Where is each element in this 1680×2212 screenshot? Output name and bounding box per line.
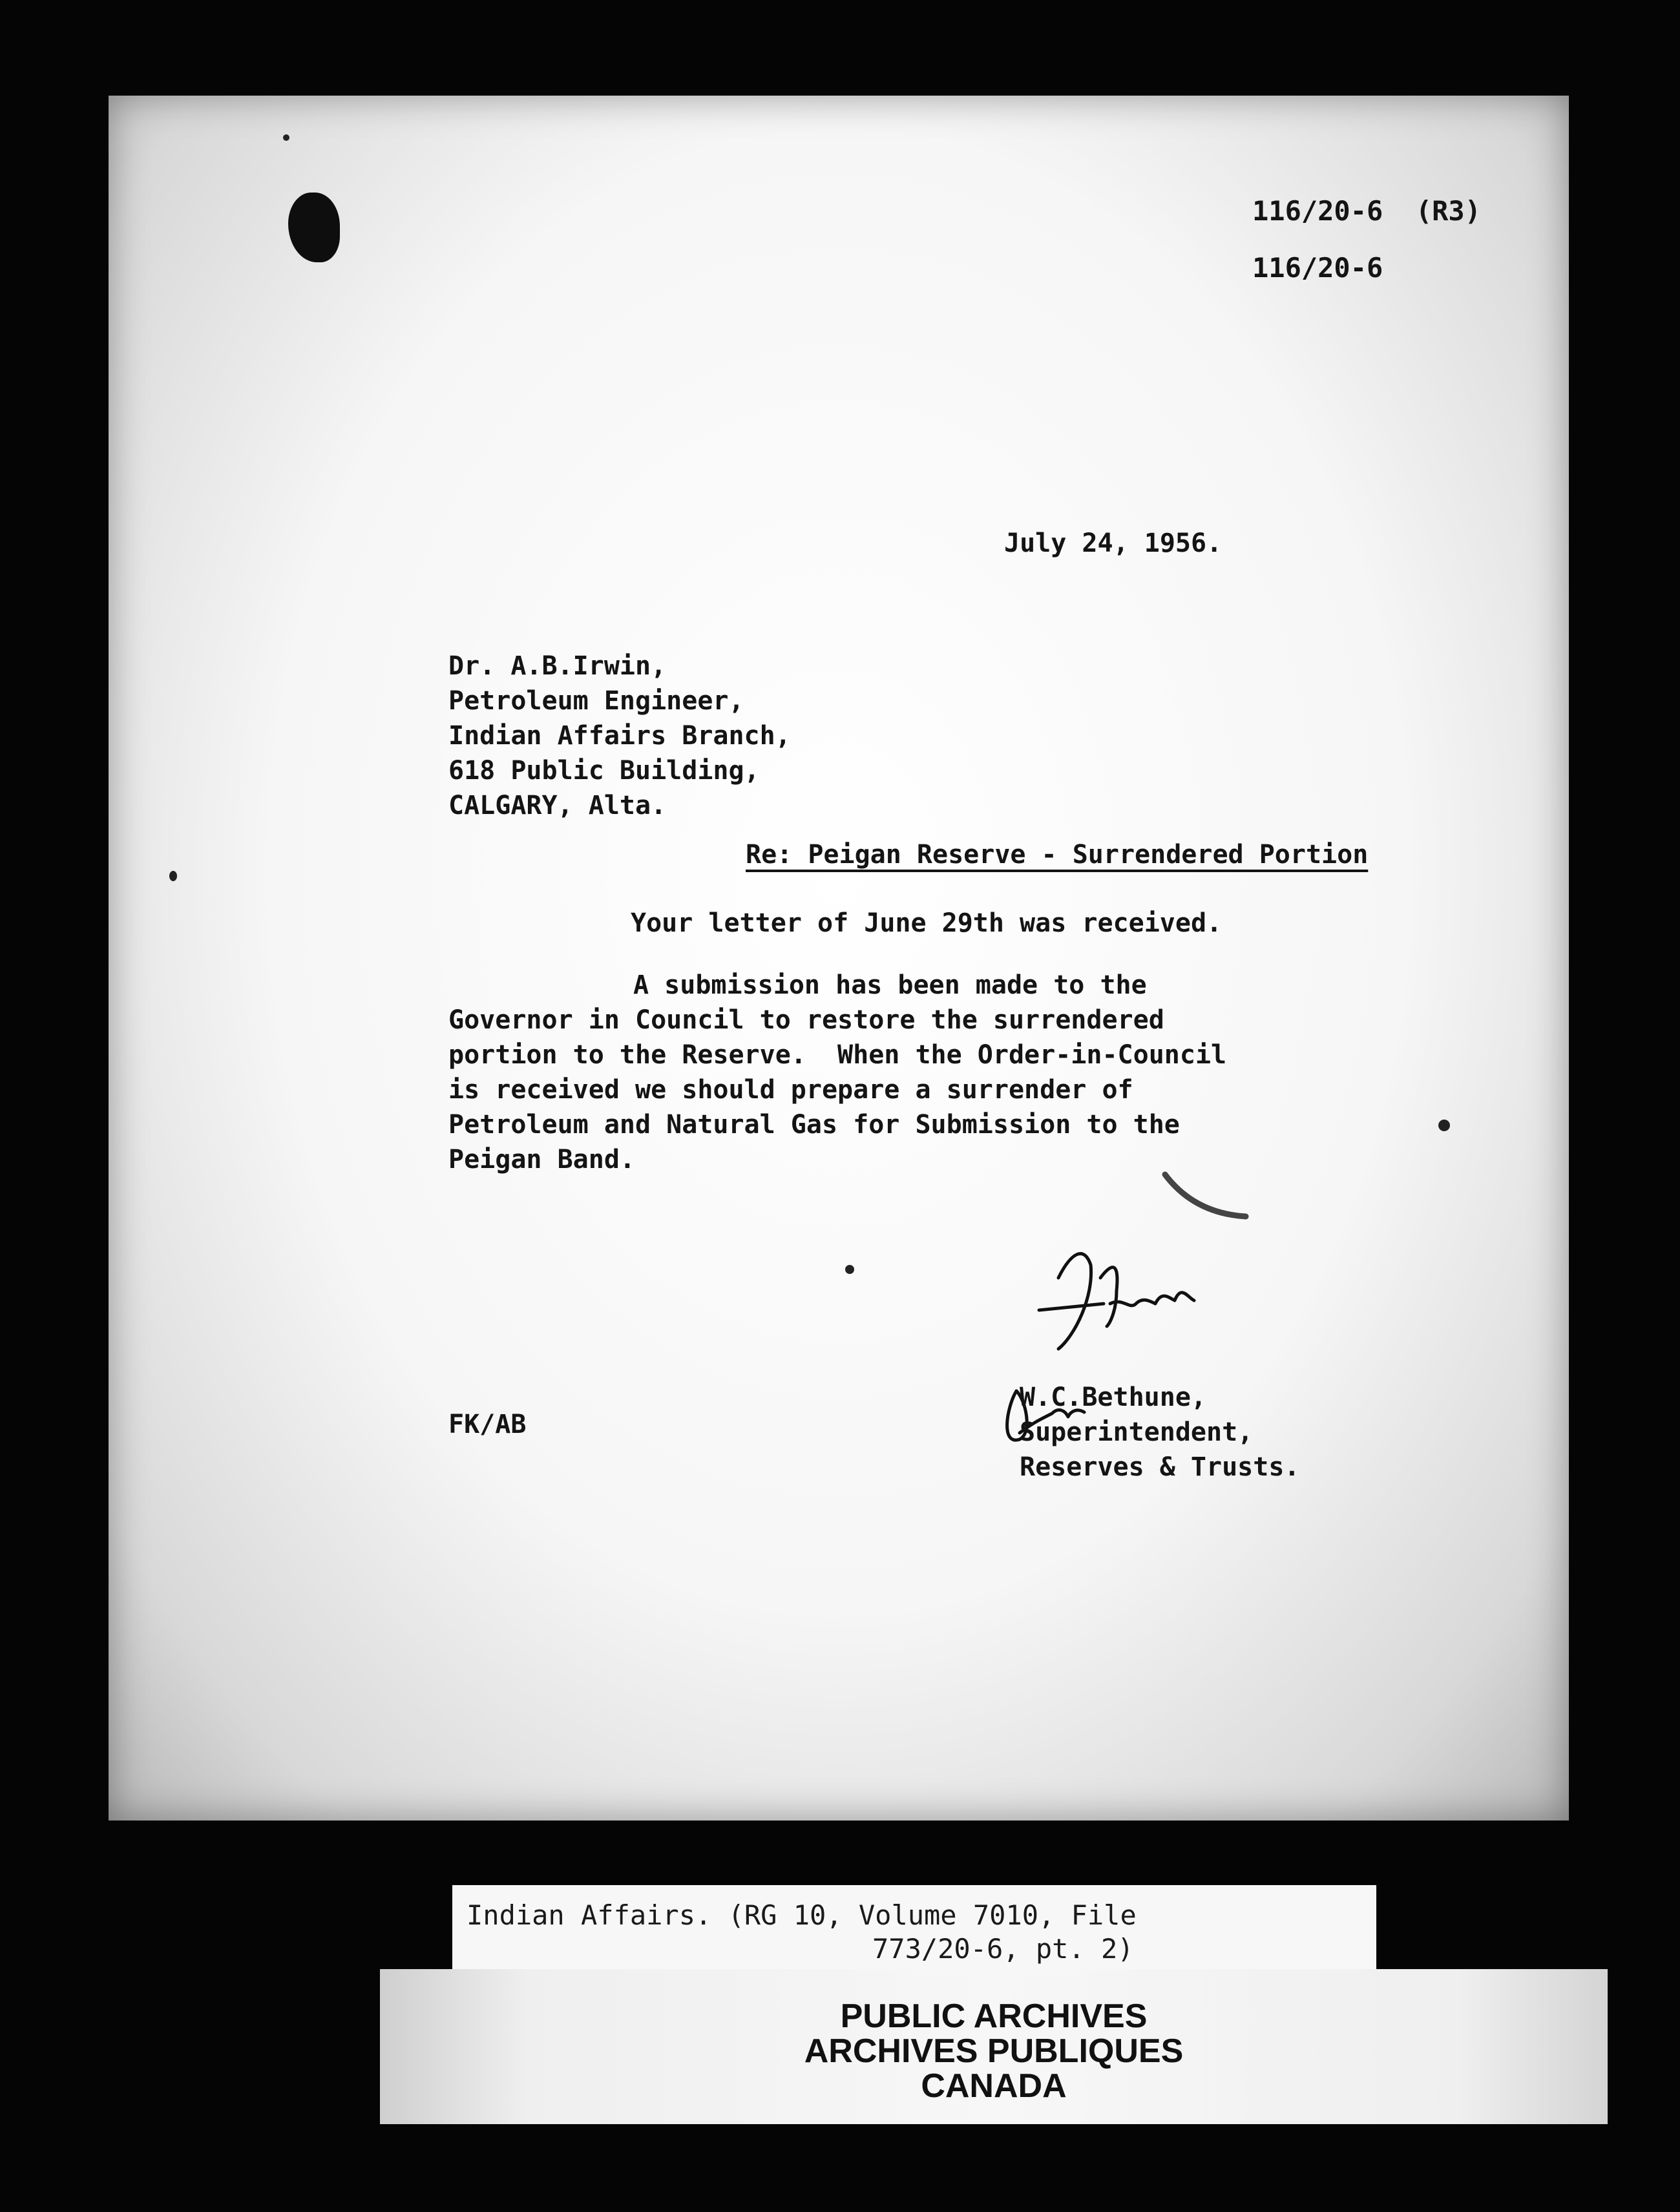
subject-line: Re: Peigan Reserve - Surrendered Portion [746,840,1369,870]
archive-reference-label [452,1885,1376,1976]
letter-date: July 24, 1956. [1004,528,1223,558]
speck [283,134,289,141]
body-paragraph-1: Your letter of June 29th was received. [631,908,1223,938]
reference-line-2: 116/20-6 [1252,252,1383,284]
reference-line-1: 116/20-6 (R3) [1252,195,1482,227]
letter-page [109,96,1569,1821]
addressee-line: CALGARY, Alta. [448,791,667,820]
typist-initials: FK/AB [448,1410,527,1439]
body-line: A submission has been made to the [633,970,1147,1000]
signature-line: W.C.Bethune, [1020,1382,1206,1412]
speck [845,1265,854,1274]
addressee-line: Dr. A.B.Irwin, [448,651,667,681]
ink-blot [288,193,340,262]
pencil-mark [1162,1168,1252,1233]
speck [169,871,177,881]
body-line: Petroleum and Natural Gas for Submission to the [448,1110,1180,1140]
archive-stamp [380,1969,1608,2124]
speck [1438,1120,1450,1131]
addressee-line: Indian Affairs Branch, [448,721,791,751]
addressee-line: Petroleum Engineer, [448,686,744,716]
body-line: portion to the Reserve. When the Order-in-Council [448,1040,1227,1070]
body-line: Governor in Council to restore the surrendered [448,1005,1164,1035]
archive-label-line-2: 773/20-6, pt. 2) [872,1933,1134,1965]
stamp-line: PUBLIC ARCHIVES [840,1998,1148,2035]
addressee-line: 618 Public Building, [448,756,760,786]
signature-line: Superintendent, [1020,1417,1254,1447]
archive-label-line-1: Indian Affairs. (RG 10, Volume 7010, File [467,1899,1137,1931]
stamp-line: CANADA [921,2067,1067,2105]
body-line: is received we should prepare a surrender of [448,1075,1133,1105]
signature-line: Reserves & Trusts. [1020,1452,1300,1482]
stamp-line: ARCHIVES PUBLIQUES [804,2032,1184,2070]
body-line: Peigan Band. [448,1145,635,1174]
